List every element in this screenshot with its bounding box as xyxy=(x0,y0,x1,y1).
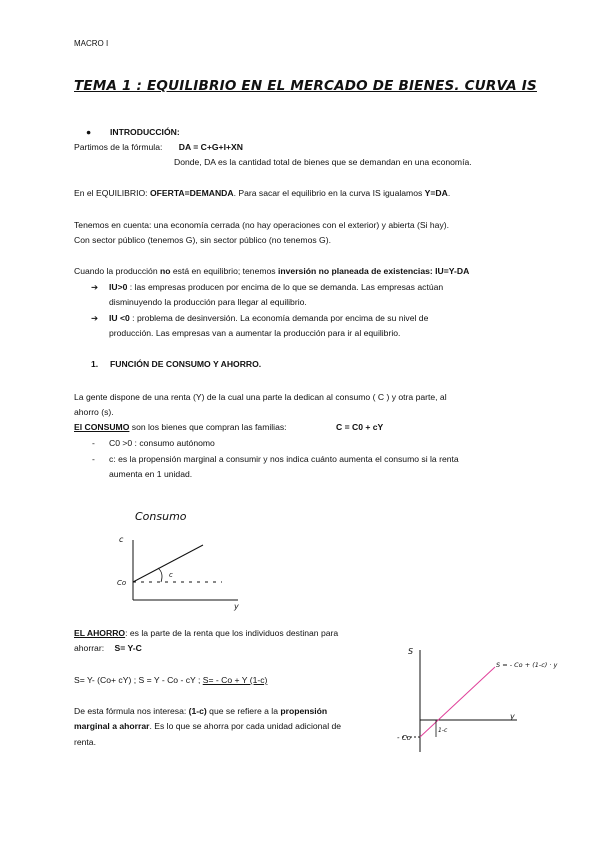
diseq-bold2: inversión no planeada de existencias: IU=Y-DA xyxy=(278,266,470,276)
arrow2-line2: producción. Las empresas van a aumentar la producción para ir al equilibrio. xyxy=(109,328,401,338)
ahorro-line2 xyxy=(74,642,142,654)
formula-description: Donde, DA es la cantidad total de bienes que se demandan en una economía. xyxy=(174,157,472,167)
formula-prefix: Partimos de la fórmula: xyxy=(74,142,163,152)
arrow2-text: : problema de desinversión. La economía demanda por encima de su nivel de xyxy=(129,313,429,323)
slope-arc xyxy=(158,568,162,582)
equilibrium-bold2: Y=DA xyxy=(424,188,448,198)
pmga-line2-rest: . Es lo que se ahorra por cada unidad adicional de xyxy=(149,721,342,731)
intro-bullet: ● xyxy=(86,127,92,137)
arrow2-line1 xyxy=(109,312,428,324)
dash-marker: - xyxy=(92,438,95,448)
equilibrium-bold: OFERTA=DEMANDA xyxy=(149,188,234,198)
pmga-line1 xyxy=(74,705,327,717)
x-axis-label: y xyxy=(234,602,239,611)
pmga-bold2: propensión xyxy=(280,706,328,716)
slope-label: c xyxy=(169,571,173,579)
ahorro-derivation xyxy=(74,674,267,686)
arrow1-line2: disminuyendo la producción para llegar al equilibrio. xyxy=(109,297,307,307)
page-title: TEMA 1 : EQUILIBRIO EN EL MERCADO DE BIENES. CURVA IS xyxy=(74,78,537,94)
intercept-label: - Co xyxy=(397,734,411,742)
consumption-graph xyxy=(110,505,260,615)
intercept-label: Co xyxy=(117,579,127,587)
arrow-right-icon: ➔ xyxy=(91,282,99,292)
savings-line-label: S = - Co + (1-c) · y xyxy=(496,661,558,669)
disequilibrium-line xyxy=(74,265,469,277)
formula-line xyxy=(74,141,243,153)
x-axis-label: y xyxy=(510,712,515,721)
ahorro-text2: ahorrar: xyxy=(74,643,105,653)
derivation-plain: S= Y- (Co+ cY) ; S = Y - Co - cY ; xyxy=(74,675,203,685)
pmga-line2 xyxy=(74,720,341,732)
dash-marker: - xyxy=(92,454,95,464)
arrow1-text: : las empresas producen por encima de lo que se demanda. Las empresas actúan xyxy=(127,282,444,292)
arrow1-line1 xyxy=(109,281,443,293)
consumo-text: son los bienes que compran las familias: xyxy=(129,422,287,432)
bullet-propension-line2: aumenta en 1 unidad. xyxy=(109,469,193,479)
slope-label: 1-c xyxy=(438,727,448,734)
savings-graph xyxy=(397,640,560,760)
ahorro-formula: S= Y-C xyxy=(114,643,142,653)
formula-da: DA = C+G+I+XN xyxy=(178,142,243,152)
section-number: 1. xyxy=(91,359,99,369)
pmga-line2-bold: marginal a ahorrar xyxy=(74,721,150,731)
consumption-line xyxy=(133,545,203,582)
diseq-pre: Cuando la producción xyxy=(74,266,160,276)
header-label: MACRO I xyxy=(74,39,109,48)
equilibrium-line xyxy=(74,187,450,199)
arrow-right-icon: ➔ xyxy=(91,313,99,323)
consumo-line xyxy=(74,421,287,433)
equilibrium-end: . xyxy=(447,188,451,198)
derivation-underlined: S= - Co + Y (1-c) xyxy=(202,675,268,685)
consider-line-1: Tenemos en cuenta: una economía cerrada (no hay operaciones con el exterior) y abierta (Si hay). xyxy=(74,220,449,230)
renta-line-1: La gente dispone de una renta (Y) de la cual una parte la dedican al consumo ( C ) y otra parte, al xyxy=(74,392,447,402)
y-axis-label: S xyxy=(408,647,414,656)
pmga-bold: (1-c) xyxy=(188,706,207,716)
ahorro-text: : es la parte de la renta que los individuos destinan para xyxy=(125,628,339,638)
consider-line-2: Con sector público (tenemos G), sin sector público (no tenemos G). xyxy=(74,235,331,245)
consumo-formula: C = C0 + cY xyxy=(336,422,384,432)
pmga-mid: que se refiere a la xyxy=(206,706,281,716)
graph-title: Consumo xyxy=(135,510,187,523)
renta-line-2: ahorro (s). xyxy=(74,407,114,417)
arrow2-bold: IU <0 xyxy=(109,313,130,323)
bullet-consumo-autonomo: C0 >0 : consumo autónomo xyxy=(109,438,215,448)
savings-line xyxy=(420,667,495,737)
intro-heading: INTRODUCCIÓN: xyxy=(110,127,180,137)
diseq-bold1: no xyxy=(160,266,171,276)
ahorro-label: EL AHORRO xyxy=(74,628,126,638)
equilibrium-mid: . Para sacar el equilibrio en la curva IS igualamos xyxy=(233,188,425,198)
diseq-mid: está en equilibrio; tenemos xyxy=(170,266,278,276)
pmga-pre: De esta fórmula nos interesa: xyxy=(74,706,189,716)
section-heading: FUNCIÓN DE CONSUMO Y AHORRO. xyxy=(110,359,262,369)
arrow1-bold: IU>0 xyxy=(109,282,128,292)
consumo-label: El CONSUMO xyxy=(74,422,130,432)
bullet-propension-line1: c: es la propensión marginal a consumir y nos indica cuánto aumenta el consumo si la renta xyxy=(109,454,459,464)
ahorro-line1 xyxy=(74,627,338,639)
equilibrium-pre: En el EQUILIBRIO: xyxy=(74,188,150,198)
y-axis-label: c xyxy=(119,535,124,544)
pmga-line3: renta. xyxy=(74,737,96,747)
